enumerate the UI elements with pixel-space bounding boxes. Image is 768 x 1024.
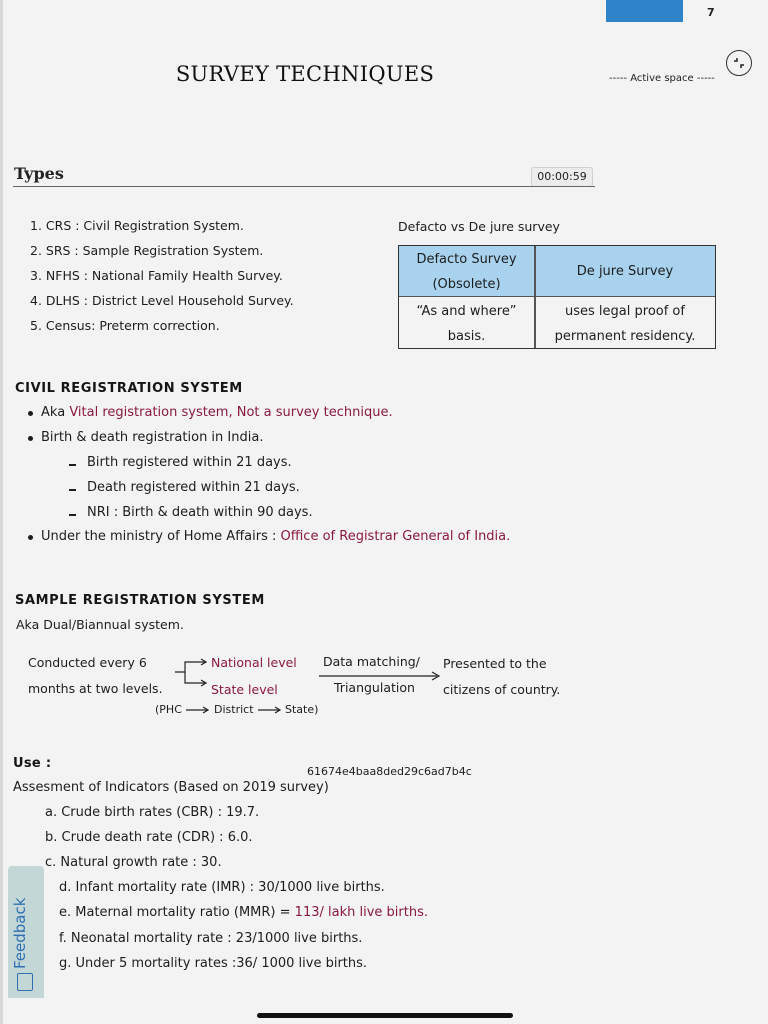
srs-state: State) — [285, 703, 319, 716]
timer-badge: 00:00:59 — [531, 167, 593, 187]
srs-data-matching: Data matching/ — [323, 654, 420, 669]
indicator-mmr: e. Maternal mortality ratio (MMR) = 113/ lakh live births. — [59, 905, 428, 920]
indicator-growth: c. Natural growth rate : 30. — [45, 855, 222, 870]
indicator-cdr: b. Crude death rate (CDR) : 6.0. — [45, 830, 253, 845]
crs-ministry: Under the ministry of Home Affairs : Office of Registrar General of India. — [41, 529, 511, 544]
feedback-label[interactable]: Feedback — [11, 897, 29, 969]
srs-conducted-1: Conducted every 6 — [28, 655, 147, 670]
collapse-icon — [731, 55, 747, 71]
srs-presented-1: Presented to the — [443, 656, 547, 671]
types-item-3: 3. NFHS : National Family Health Survey. — [30, 268, 283, 283]
indicator-u5mr: g. Under 5 mortality rates :36/ 1000 live births. — [59, 956, 368, 971]
crs-sub-nri: NRI : Birth & death within 90 days. — [87, 505, 313, 520]
types-heading: Types — [14, 164, 64, 183]
bullet-dot — [28, 411, 33, 416]
crs-birth-death: Birth & death registration in India. — [41, 430, 264, 445]
document-hash: 61674e4baa8ded29c6ad7b4c — [307, 765, 472, 778]
page-number: 7 — [707, 6, 715, 19]
srs-conducted-2: months at two levels. — [28, 681, 163, 696]
crs-sub-birth: Birth registered within 21 days. — [87, 455, 292, 470]
use-assessment: Assesment of Indicators (Based on 2019 survey) — [13, 780, 329, 795]
indicator-cbr: a. Crude birth rates (CBR) : 19.7. — [45, 805, 260, 820]
feedback-icon[interactable] — [17, 973, 33, 991]
srs-national-level: National level — [211, 655, 297, 670]
collapse-button[interactable] — [726, 50, 752, 76]
blue-tab-marker[interactable] — [606, 0, 683, 22]
defacto-dejure-table — [398, 245, 716, 349]
arrow-right-icon — [185, 705, 211, 715]
arrow-right-icon — [257, 705, 283, 715]
bullet-dot — [28, 436, 33, 441]
crs-heading: CIVIL REGISTRATION SYSTEM — [15, 381, 243, 396]
srs-phc: (PHC — [155, 703, 182, 716]
srs-triangulation: Triangulation — [334, 680, 415, 695]
table-header-defacto: Defacto Survey (Obsolete) — [416, 252, 517, 292]
use-heading: Use : — [13, 756, 52, 771]
crs-aka-line: Aka Vital registration system, Not a survey technique. — [41, 405, 393, 420]
srs-aka: Aka Dual/Biannual system. — [16, 617, 184, 632]
active-space-label: ----- Active space ----- — [609, 73, 715, 84]
table-header-dejure: De jure Survey — [576, 264, 674, 279]
types-item-5: 5. Census: Preterm correction. — [30, 318, 220, 333]
table-cell-dejure: uses legal proof of permanent residency. — [554, 304, 696, 344]
types-item-1: 1. CRS : Civil Registration System. — [30, 218, 244, 233]
home-indicator[interactable] — [257, 1013, 513, 1018]
srs-state-level: State level — [211, 682, 278, 697]
types-item-2: 2. SRS : Sample Registration System. — [30, 243, 264, 258]
indicator-nmr: f. Neonatal mortality rate : 23/1000 live births. — [59, 931, 363, 946]
crs-sub-death: Death registered within 21 days. — [87, 480, 300, 495]
defacto-caption: Defacto vs De jure survey — [398, 219, 560, 234]
srs-presented-2: citizens of country. — [443, 682, 561, 697]
srs-heading: SAMPLE REGISTRATION SYSTEM — [15, 593, 265, 608]
types-item-4: 4. DLHS : District Level Household Survey. — [30, 293, 294, 308]
page-title: SURVEY TECHNIQUES — [175, 62, 435, 86]
dash-mark — [69, 489, 76, 491]
dash-mark — [69, 514, 76, 516]
table-cell-defacto: “As and where” basis. — [416, 304, 517, 344]
bullet-dot — [28, 535, 33, 540]
indicator-imr: d. Infant mortality rate (IMR) : 30/1000 live births. — [59, 880, 385, 895]
branch-arrows — [173, 656, 213, 696]
dash-mark — [69, 464, 76, 466]
types-divider — [13, 186, 595, 187]
srs-district: District — [214, 703, 254, 716]
